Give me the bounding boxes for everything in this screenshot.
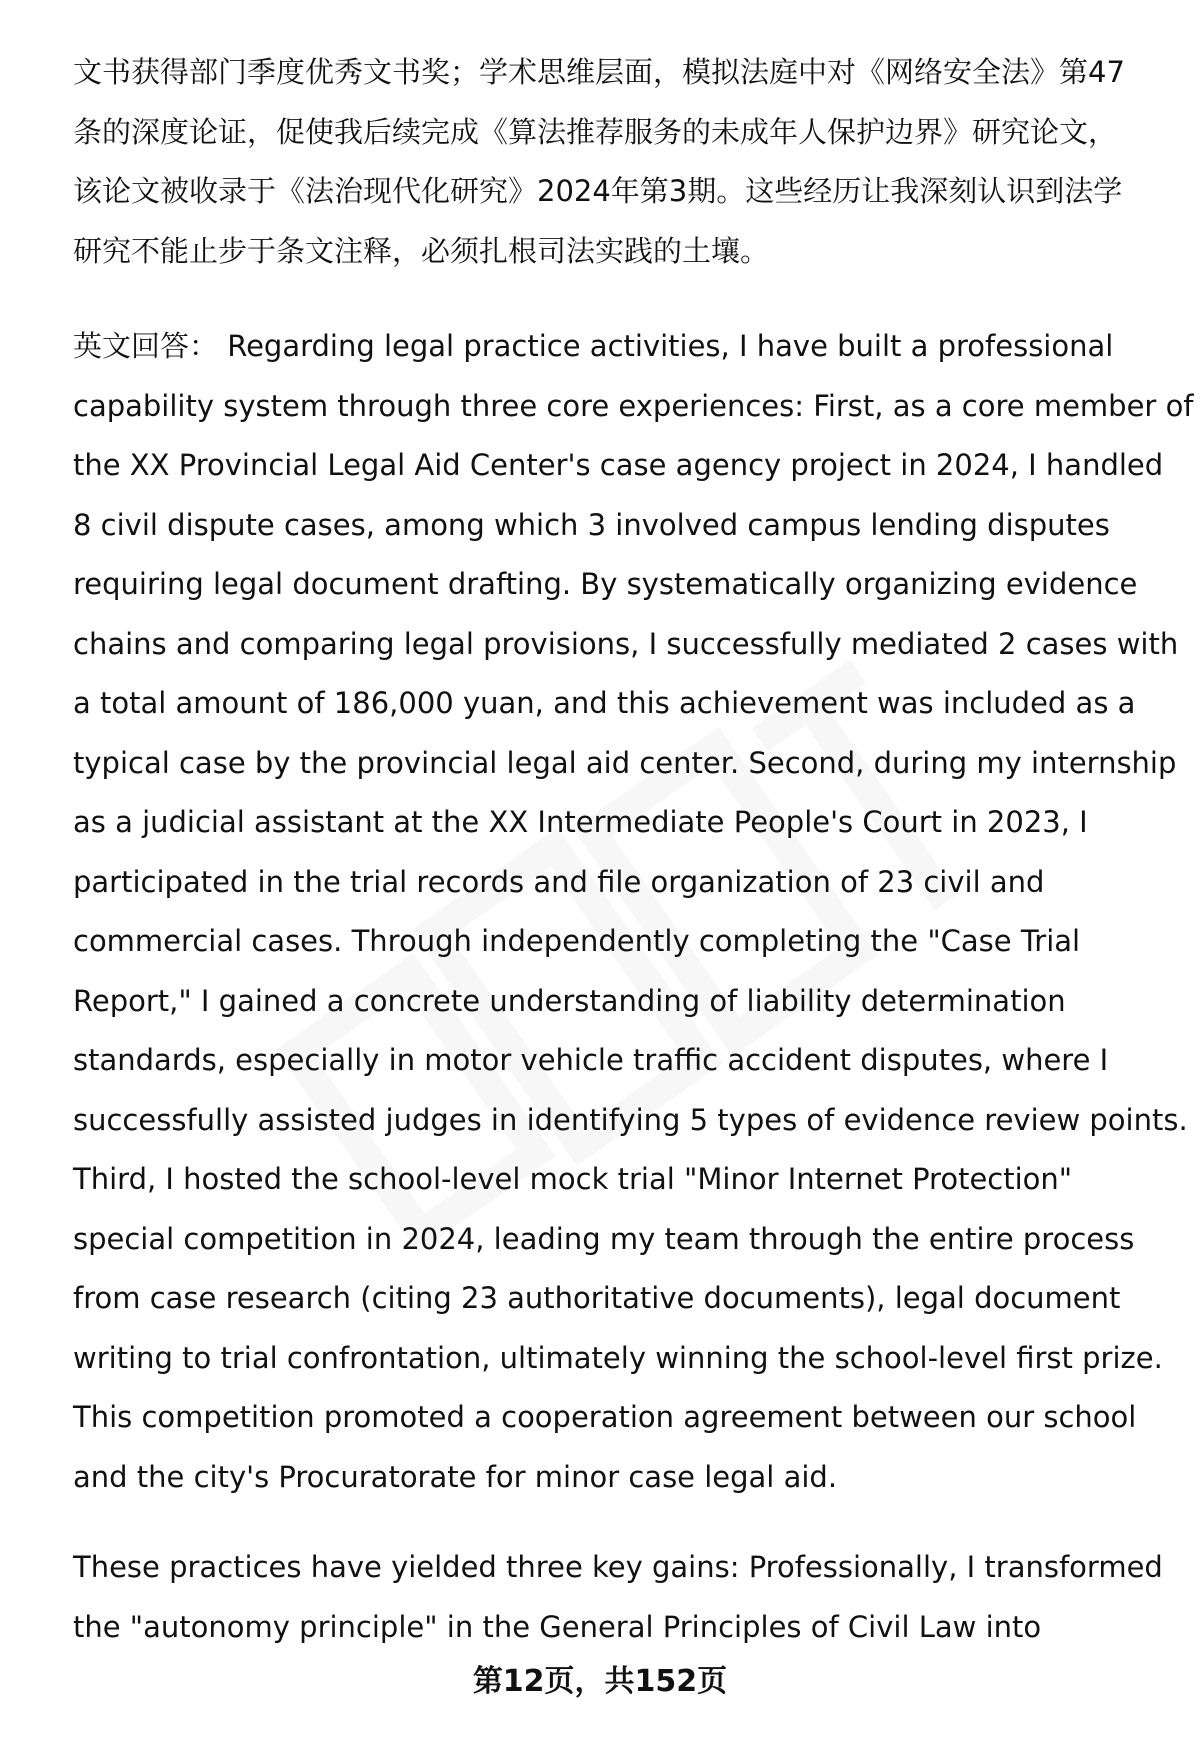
gains-paragraph [73,1538,1163,1657]
paragraph-line: 8 civil dispute cases, among which 3 involved campus lending disputes [73,507,1110,542]
paragraph-line: Report," I gained a concrete understanding of liability determination [73,983,1066,1018]
paragraph-line: capability system through three core experiences: First, as a core member of [73,388,1194,423]
paragraph-line: 英文回答： Regarding legal practice activities, I have built a professional [73,329,1114,363]
paragraph-line: 研究不能止步于条文注释，必须扎根司法实践的土壤。 [73,233,770,268]
paragraph-line: 该论文被收录于《法治现代化研究》2024年第3期。这些经历让我深刻认识到法学 [73,174,1123,208]
paragraph-line: requiring legal document drafting. By systematically organizing evidence [73,567,1138,601]
paragraph-line: 条的深度论证，促使我后续完成《算法推荐服务的未成年人保护边界》研究论文， [73,114,1118,149]
paragraph-line: and the city's Procuratorate for minor case legal aid. [73,1459,838,1494]
paragraph-line: a total amount of 186,000 yuan, and this achievement was included as a [73,686,1136,720]
paragraph-line: typical case by the provincial legal aid center. Second, during my internship [73,745,1177,780]
paragraph-line: chains and comparing legal provisions, I successfully mediated 2 cases with [73,626,1179,661]
paragraph-line: special competition in 2024, leading my team through the entire process [73,1221,1135,1256]
paragraph-line: commercial cases. Through independently completing the "Case Trial [73,924,1081,958]
paragraph-line: successfully assisted judges in identifying 5 types of evidence review points. [73,1102,1188,1137]
paragraph-line: 文书获得部门季度优秀文书奖；学术思维层面，模拟法庭中对《网络安全法》第47 [73,55,1125,89]
paragraph-line: from case research (citing 23 authoritative documents), legal document [73,1281,1121,1315]
paragraph-line: standards, especially in motor vehicle traffic accident disputes, where I [73,1043,1109,1077]
english-answer-paragraph [73,317,1194,1507]
paragraph-line: the "autonomy principle" in the General Principles of Civil Law into [73,1609,1042,1644]
paragraph-line: writing to trial confrontation, ultimately winning the school-level first prize. [73,1340,1163,1375]
paragraph-line: Third, I hosted the school-level mock trial "Minor Internet Protection" [73,1162,1073,1196]
paragraph-line: This competition promoted a cooperation agreement between our school [73,1400,1137,1434]
continuation-paragraph [73,43,1153,281]
paragraph-line: These practices have yielded three key gains: Professionally, I transformed [73,1550,1163,1584]
paragraph-line: participated in the trial records and file organization of 23 civil and [73,864,1045,899]
paragraph-line: as a judicial assistant at the XX Intermediate People's Court in 2023, I [73,805,1088,839]
page-number: 第12页，共152页 [472,1664,728,1699]
paragraph-line: the XX Provincial Legal Aid Center's case agency project in 2024, I handled [73,448,1164,482]
